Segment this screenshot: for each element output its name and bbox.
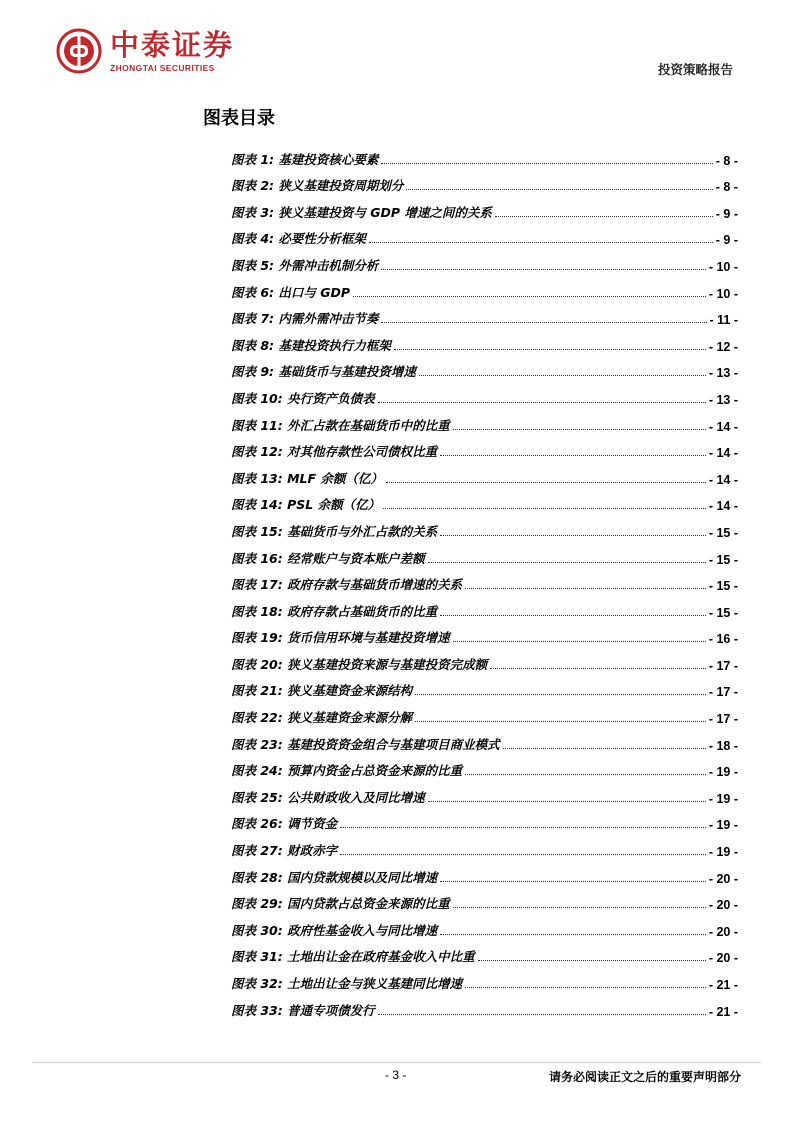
- dot-leader: [340, 827, 706, 828]
- toc-entry-label[interactable]: 图表 13: MLF 余额（亿）: [231, 470, 383, 486]
- toc-entry[interactable]: [231, 779, 738, 806]
- toc-entry-label[interactable]: 图表 31: 土地出让金在政府基金收入中比重: [231, 949, 475, 965]
- toc-entry[interactable]: [231, 513, 738, 540]
- toc-entry-label[interactable]: 图表 10: 央行资产负债表: [231, 390, 375, 406]
- toc-entry[interactable]: [231, 699, 738, 726]
- toc-entry[interactable]: [231, 194, 738, 221]
- toc-entry[interactable]: [231, 753, 738, 780]
- toc-entry[interactable]: [231, 567, 738, 594]
- dot-leader: [453, 907, 706, 908]
- logo-chinese-name: 中泰证券: [110, 27, 235, 62]
- toc-entry[interactable]: [231, 832, 738, 859]
- toc-entry-page[interactable]: - 18 -: [708, 738, 738, 753]
- toc-entry-label[interactable]: 图表 15: 基础货币与外汇占款的关系: [231, 523, 438, 539]
- dot-leader: [386, 482, 706, 483]
- toc-entry[interactable]: [231, 274, 738, 301]
- toc-entry-label[interactable]: 图表 18: 政府存款占基础货币的比重: [231, 603, 438, 619]
- dot-leader: [381, 163, 712, 164]
- toc-entry-label[interactable]: 图表 12: 对其他存款性公司债权比重: [231, 444, 438, 460]
- toc-entry[interactable]: [231, 354, 738, 381]
- toc-entry-label[interactable]: 图表 30: 政府性基金收入与同比增速: [231, 922, 438, 938]
- toc-entry[interactable]: [231, 992, 738, 1019]
- dot-leader: [381, 269, 705, 270]
- toc-entry-label[interactable]: 图表 21: 狭义基建资金来源结构: [231, 683, 413, 699]
- toc-entry-page[interactable]: - 20 -: [708, 871, 738, 886]
- toc-entry-label[interactable]: 图表 23: 基建投资资金组合与基建项目商业模式: [231, 736, 500, 752]
- toc-entry-page[interactable]: - 17 -: [708, 712, 738, 727]
- toc-entry[interactable]: [231, 141, 738, 168]
- toc-entry-page[interactable]: - 12 -: [708, 339, 738, 354]
- dot-leader: [415, 721, 706, 722]
- toc-entry-page[interactable]: - 14 -: [708, 499, 738, 514]
- dot-leader: [490, 668, 706, 669]
- toc-entry-label[interactable]: 图表 17: 政府存款与基础货币增速的关系: [231, 577, 463, 593]
- page-number: - 3 -: [385, 1068, 407, 1082]
- toc-entry-label[interactable]: 图表 5: 外需冲击机制分析: [231, 257, 379, 273]
- dot-leader: [440, 615, 706, 616]
- toc-entry[interactable]: [231, 168, 738, 195]
- toc-entry-label[interactable]: 图表 27: 财政赤字: [231, 843, 338, 859]
- dot-leader: [369, 242, 713, 243]
- report-type-label: 投资策略报告: [657, 62, 733, 77]
- toc-entry-label[interactable]: 图表 20: 狭义基建投资来源与基建投资完成额: [231, 656, 488, 672]
- toc-entry-page[interactable]: - 14 -: [708, 446, 738, 461]
- toc-entry-label[interactable]: 图表 24: 预算内资金占总资金来源的比重: [231, 763, 463, 779]
- toc-entry[interactable]: [231, 965, 738, 992]
- toc-entry-page[interactable]: - 11 -: [709, 313, 738, 328]
- dot-leader: [465, 987, 706, 988]
- dot-leader: [394, 349, 706, 350]
- toc-entry-label[interactable]: 图表 26: 调节资金: [231, 816, 338, 832]
- toc-entry-page[interactable]: - 20 -: [708, 924, 738, 939]
- toc-entry[interactable]: [231, 221, 738, 248]
- dot-leader: [453, 429, 706, 430]
- toc-entry-page[interactable]: - 15 -: [708, 605, 738, 620]
- toc-entry[interactable]: [231, 939, 738, 966]
- dot-leader: [428, 801, 706, 802]
- logo-english-name: ZHONGTAI SECURITIES: [110, 62, 215, 73]
- toc-entry-page[interactable]: - 9 -: [715, 233, 738, 248]
- dot-leader: [381, 322, 706, 323]
- toc-entry-page[interactable]: - 15 -: [708, 525, 738, 540]
- footer-divider: [32, 1062, 761, 1063]
- toc-entry-page[interactable]: - 14 -: [708, 419, 738, 434]
- dot-leader: [440, 535, 706, 536]
- footer-disclaimer: 请务必阅读正文之后的重要声明部分: [548, 1070, 741, 1084]
- toc-entry-page[interactable]: - 19 -: [708, 818, 738, 833]
- dot-leader: [378, 1014, 706, 1015]
- figure-toc-list: [231, 141, 738, 1019]
- toc-entry-page[interactable]: - 10 -: [708, 259, 738, 274]
- toc-entry-page[interactable]: - 8 -: [715, 153, 738, 168]
- toc-entry-page[interactable]: - 14 -: [708, 472, 738, 487]
- toc-entry[interactable]: [231, 806, 738, 833]
- dot-leader: [503, 748, 706, 749]
- dot-leader: [428, 562, 706, 563]
- toc-entry-label[interactable]: 图表 9: 基础货币与基建投资增速: [231, 364, 416, 380]
- toc-entry-page[interactable]: - 20 -: [708, 951, 738, 966]
- toc-entry-page[interactable]: - 21 -: [708, 1004, 738, 1019]
- toc-entry-label[interactable]: 图表 29: 国内贷款占总资金来源的比重: [231, 896, 450, 912]
- toc-entry[interactable]: [231, 886, 738, 913]
- dot-leader: [406, 189, 712, 190]
- toc-entry-label[interactable]: 图表 14: PSL 余额（亿）: [231, 497, 381, 513]
- toc-entry-label[interactable]: 图表 7: 内需外需冲击节奏: [231, 311, 379, 327]
- toc-entry[interactable]: [231, 912, 738, 939]
- toc-entry-page[interactable]: - 17 -: [708, 685, 738, 700]
- toc-entry-label[interactable]: 图表 16: 经常账户与资本账户差额: [231, 550, 425, 566]
- zhongtai-logo-icon: [56, 28, 102, 74]
- toc-entry[interactable]: [231, 380, 738, 407]
- toc-entry-page[interactable]: - 15 -: [708, 552, 738, 567]
- toc-entry-page[interactable]: - 13 -: [708, 392, 738, 407]
- toc-entry-label[interactable]: 图表 33: 普通专项债发行: [231, 1002, 375, 1018]
- toc-entry-page[interactable]: - 16 -: [708, 632, 738, 647]
- page-header: [0, 0, 793, 90]
- dot-leader: [440, 934, 706, 935]
- toc-entry-page[interactable]: - 21 -: [708, 978, 738, 992]
- toc-entry-page[interactable]: - 20 -: [708, 898, 738, 913]
- toc-entry[interactable]: [231, 620, 738, 647]
- dot-leader: [478, 960, 706, 961]
- toc-entry[interactable]: [231, 673, 738, 700]
- toc-entry-label[interactable]: 图表 4: 必要性分析框架: [231, 231, 366, 247]
- toc-entry-label[interactable]: 图表 22: 狭义基建资金来源分解: [231, 710, 413, 726]
- toc-entry-page[interactable]: - 10 -: [708, 286, 738, 301]
- dot-leader: [353, 296, 706, 297]
- toc-entry-label[interactable]: 图表 1: 基建投资核心要素: [231, 151, 379, 167]
- toc-entry-label[interactable]: 图表 32: 土地出让金与狭义基建同比增速: [231, 976, 463, 991]
- toc-entry-page[interactable]: - 17 -: [708, 658, 738, 673]
- toc-entry[interactable]: [231, 859, 738, 886]
- dot-leader: [415, 694, 706, 695]
- toc-entry[interactable]: [231, 726, 738, 753]
- toc-entry-page[interactable]: - 19 -: [708, 791, 738, 806]
- dot-leader: [440, 455, 706, 456]
- dot-leader: [453, 641, 706, 642]
- toc-entry-page[interactable]: - 19 -: [708, 845, 738, 860]
- toc-entry[interactable]: [231, 247, 738, 274]
- toc-entry-label[interactable]: 图表 6: 出口与 GDP: [231, 284, 351, 300]
- toc-entry-page[interactable]: - 8 -: [715, 180, 738, 195]
- toc-entry[interactable]: [231, 407, 738, 434]
- dot-leader: [465, 588, 706, 589]
- toc-entry[interactable]: [231, 327, 738, 354]
- toc-entry[interactable]: [231, 434, 738, 461]
- toc-entry-page[interactable]: - 15 -: [708, 579, 738, 594]
- toc-entry-page[interactable]: - 13 -: [708, 366, 738, 381]
- dot-leader: [383, 508, 706, 509]
- toc-entry-label[interactable]: 图表 8: 基建投资执行力框架: [231, 337, 391, 353]
- toc-entry[interactable]: [231, 593, 738, 620]
- toc-entry-label[interactable]: 图表 28: 国内贷款规模以及同比增速: [231, 869, 438, 885]
- toc-entry-label[interactable]: 图表 11: 外汇占款在基础货币中的比重: [231, 417, 450, 433]
- toc-entry[interactable]: [231, 646, 738, 673]
- toc-entry-label[interactable]: 图表 25: 公共财政收入及同比增速: [231, 789, 425, 805]
- dot-leader: [495, 216, 713, 217]
- toc-entry-label[interactable]: 图表 3: 狭义基建投资与 GDP 增速之间的关系: [231, 204, 492, 220]
- toc-title: 图表目录: [203, 108, 275, 129]
- toc-entry-page[interactable]: - 9 -: [715, 206, 738, 221]
- dot-leader: [419, 375, 706, 376]
- toc-entry[interactable]: [231, 540, 738, 567]
- dot-leader: [378, 402, 706, 403]
- toc-entry[interactable]: [231, 301, 738, 328]
- company-logo: [56, 28, 234, 74]
- dot-leader: [465, 774, 706, 775]
- dot-leader: [440, 881, 706, 882]
- toc-entry-label[interactable]: 图表 19: 货币信用环境与基建投资增速: [231, 630, 450, 646]
- toc-entry[interactable]: [231, 460, 738, 487]
- toc-entry-label[interactable]: 图表 2: 狭义基建投资周期划分: [231, 178, 404, 194]
- toc-entry-page[interactable]: - 19 -: [708, 765, 738, 780]
- toc-entry[interactable]: [231, 487, 738, 514]
- dot-leader: [340, 854, 706, 855]
